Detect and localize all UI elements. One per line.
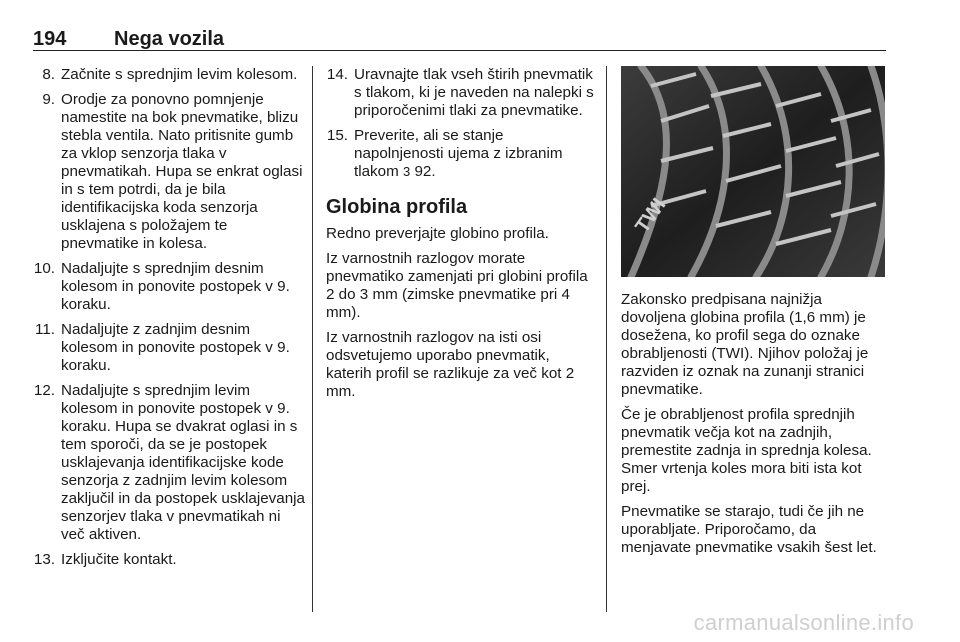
list-item (326, 66, 594, 120)
step-number: 15. (326, 127, 348, 144)
paragraph: Iz varnostnih razlogov na isti osi odsvetujemo uporabo pnevmatik, katerih profil se razlikuje za več kot 2 mm. (326, 329, 575, 400)
twi-label: TWI (631, 194, 671, 238)
list-item (33, 321, 305, 375)
column-divider (606, 66, 607, 612)
step-number: 13. (33, 551, 55, 568)
page-reference-icon: 3 (402, 164, 411, 179)
step-text: Orodje za ponovno pomnjenje namestite na bok pnevmatike, blizu stebla ventila. Nato pritisnite gumb za vklop senzorja tlaka v pnevmatikah. Hupa se enkrat oglasi in s tem potrdi, da je bila identifikacijska koda senzorja usklajena s položajem te pnevmatike in kolesa. (61, 91, 303, 252)
column-left (33, 66, 305, 576)
list-item (33, 91, 305, 253)
step-number: 10. (33, 260, 55, 277)
watermark: carmanualsonline.info (693, 610, 914, 635)
column-middle (326, 66, 594, 408)
page-number: 194 (33, 28, 67, 50)
page-reference-link[interactable]: 92. (414, 163, 436, 180)
paragraph: Iz varnostnih razlogov morate pnevmatiko zamenjati pri globini profila 2 do 3 mm (zimske pnevmatike pri 4 mm). (326, 250, 588, 321)
list-item (33, 260, 305, 314)
step-text (354, 127, 594, 181)
step-text: Nadaljujte s sprednjim levim kolesom in ponovite postopek v 9. koraku. Hupa se dvakrat oglasi in s tem sporoči, da se je postopek usklajevanja identifikacijske kode senzorja z zadnjim levim kolesom zaključil in da postopek usklajevanja senzorjev tlaka v pnevmatikah ni več aktiven. (61, 382, 305, 543)
step-text: Nadaljujte z zadnjim desnim kolesom in ponovite postopek v 9. koraku. (61, 321, 290, 374)
paragraph: Če je obrabljenost profila sprednjih pnevmatik večja kot na zadnjih, premestite zadnja in sprednja kolesa. Smer vrtenja koles mora biti ista kot prej. (621, 406, 872, 495)
section-title: Nega vozila (114, 28, 225, 50)
list-item (33, 551, 305, 569)
column-right (621, 66, 887, 564)
subsection-heading: Globina profila (326, 196, 468, 218)
column-divider (312, 66, 313, 612)
paragraph: Redno preverjajte globino profila. (326, 225, 549, 242)
step-number: 9. (42, 91, 55, 108)
page-header (33, 28, 886, 51)
step-number: 12. (33, 382, 55, 399)
tire-tread-photo (621, 66, 885, 277)
step-text: Nadaljujte s sprednjim desnim kolesom in ponovite postopek v 9. koraku. (61, 260, 290, 313)
list-item (326, 127, 594, 181)
paragraph: Pnevmatike se starajo, tudi če jih ne uporabljate. Priporočamo, da menjavate pnevmatike vsakih šest let. (621, 503, 877, 556)
step-text: Začnite s sprednjim levim kolesom. (61, 66, 298, 83)
paragraph: Zakonsko predpisana najnižja dovoljena globina profila (1,6 mm) je dosežena, ko profil sega do oznake obrabljenosti (TWI). Njihov položaj je razviden iz oznak na zunanji stranici pnevmatike. (621, 291, 869, 398)
step-number: 14. (326, 66, 348, 83)
list-item (33, 382, 305, 544)
step-text: Uravnajte tlak vseh štirih pnevmatik s tlakom, ki je naveden na nalepki s priporočenimi tlaki za pnevmatike. (354, 66, 594, 119)
step-text: Izključite kontakt. (61, 551, 177, 568)
step-text-main: Preverite, ali se stanje napolnjenosti ujema z izbranim tlakom (354, 127, 563, 180)
list-item (33, 66, 305, 84)
step-number: 11. (35, 321, 55, 338)
step-number: 8. (42, 66, 55, 83)
